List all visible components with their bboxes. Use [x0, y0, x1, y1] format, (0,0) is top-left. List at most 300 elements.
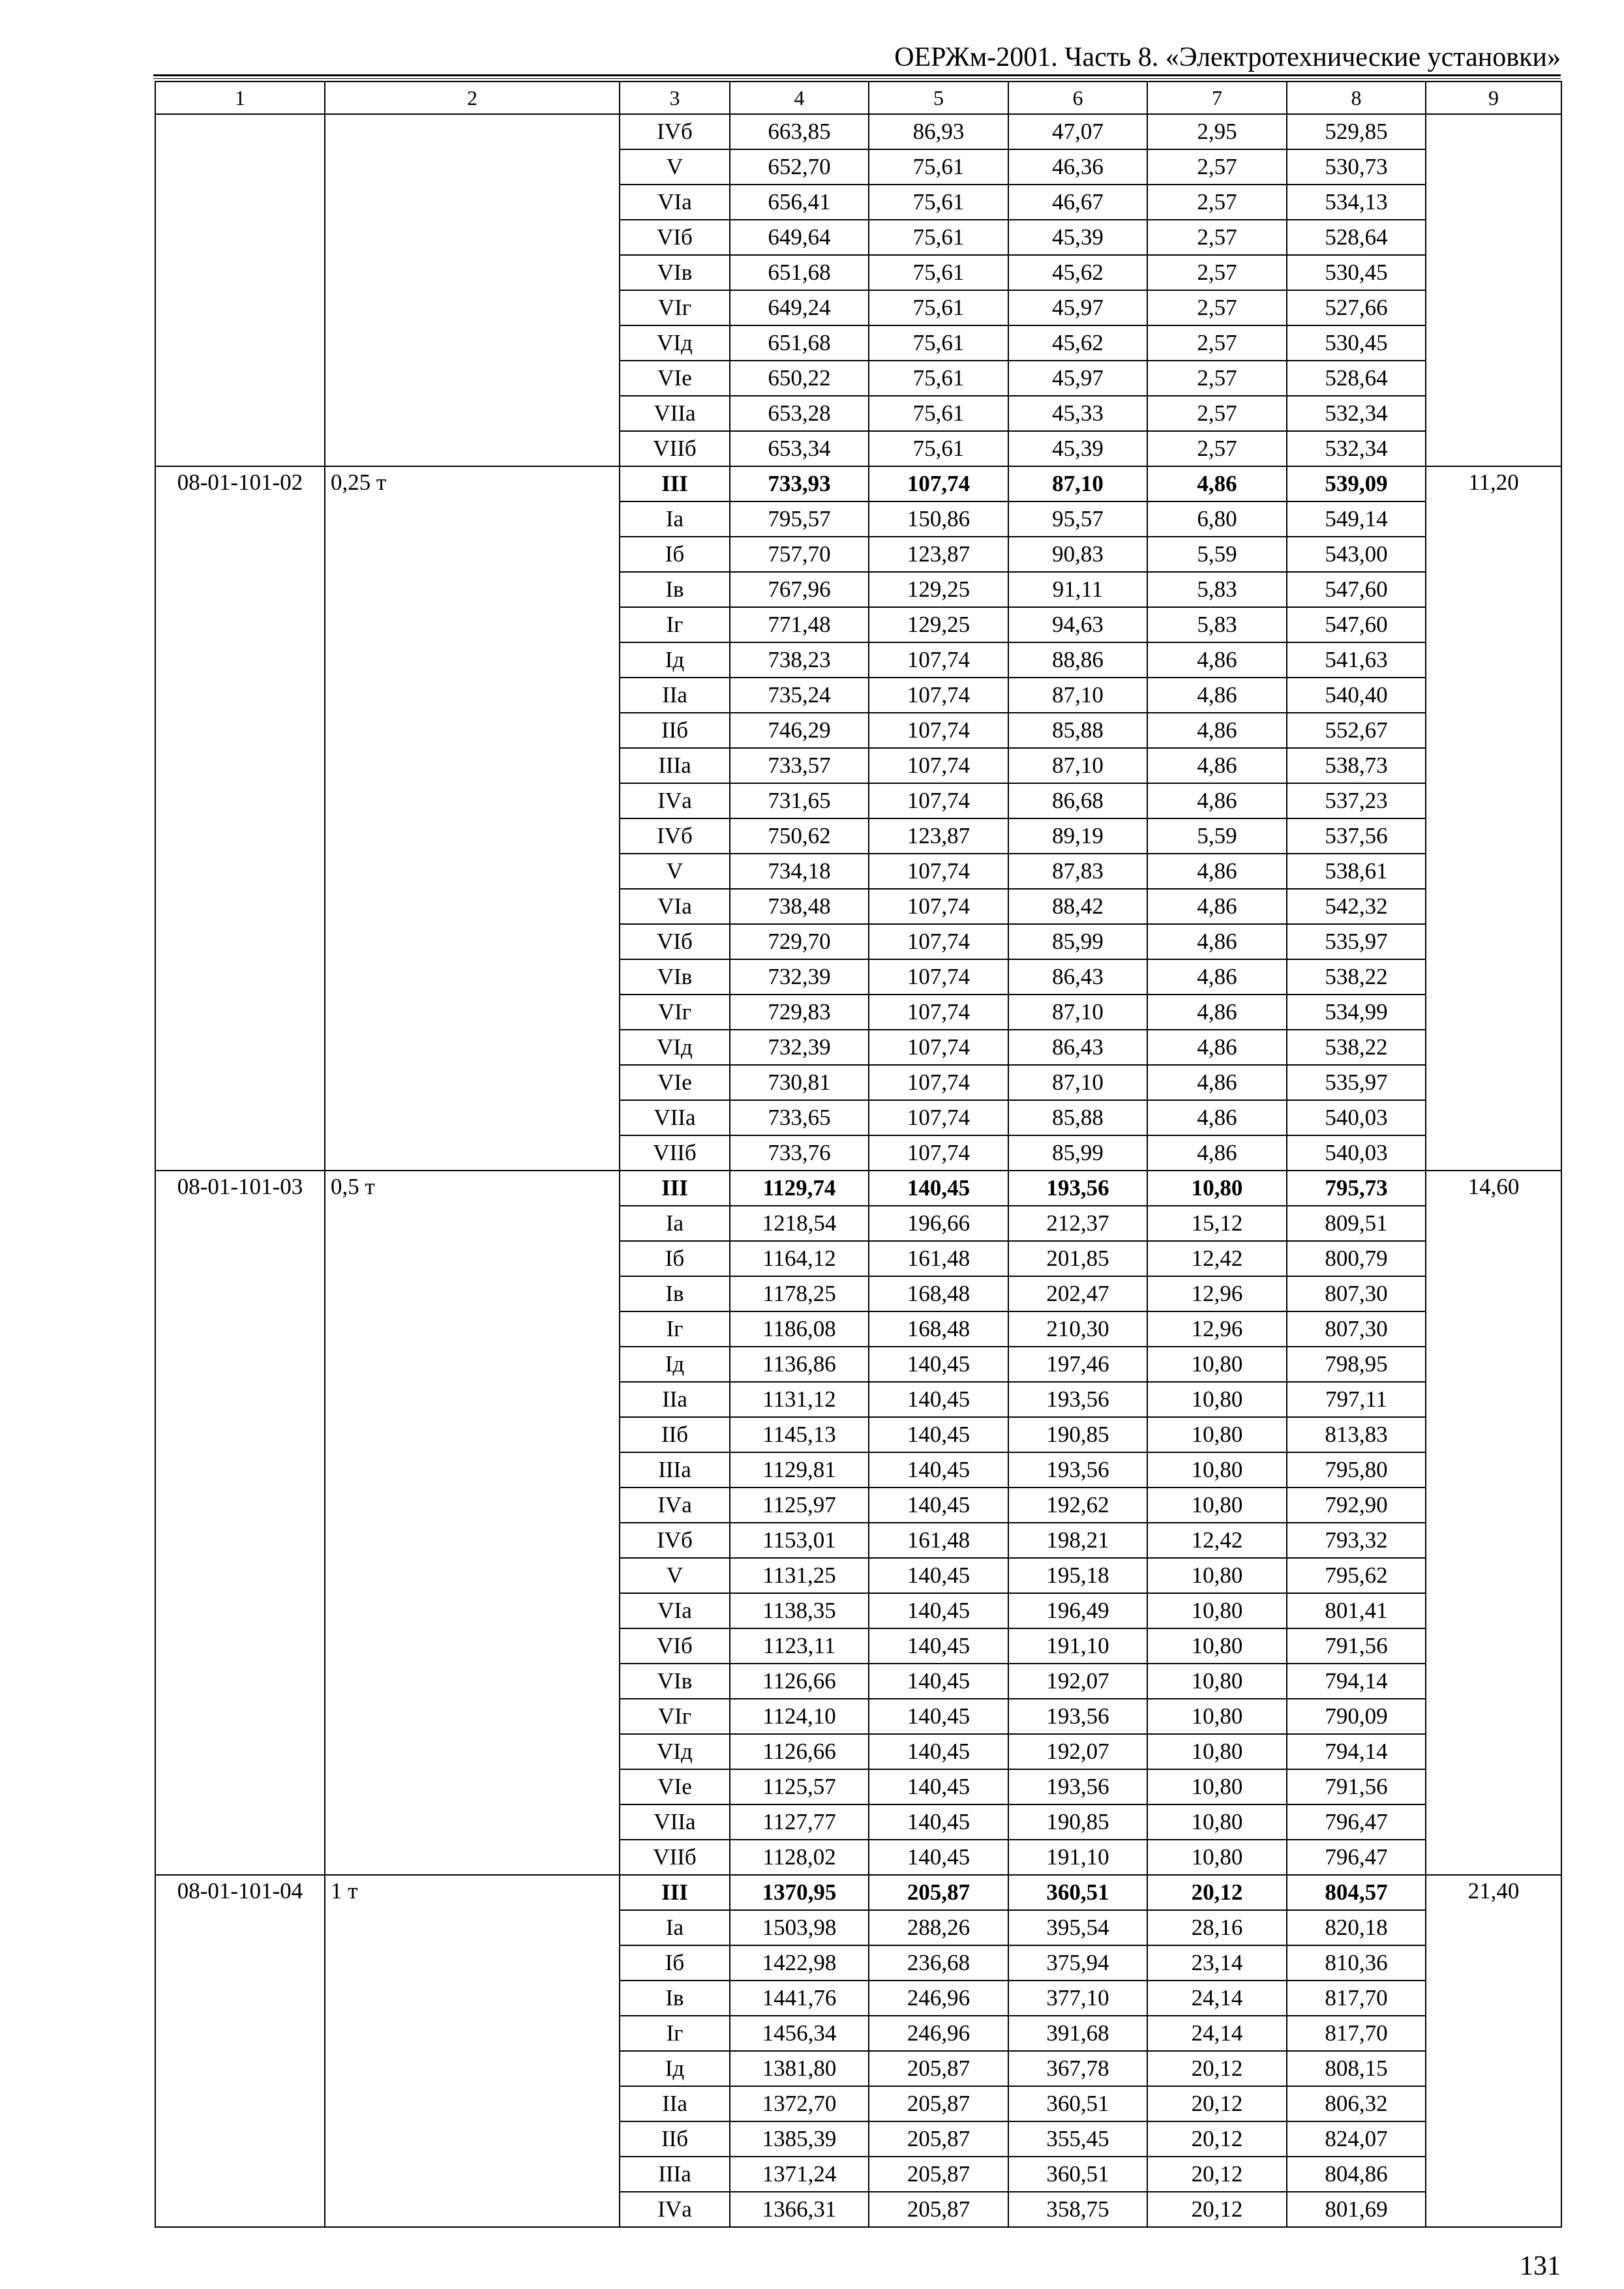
- cell-col4-total: 1126,66: [730, 1734, 869, 1769]
- cell-col7: 4,86: [1147, 1065, 1287, 1100]
- cell-col4-total: 1145,13: [730, 1417, 869, 1452]
- table-row: [155, 114, 1561, 149]
- cell-col5: 168,48: [869, 1311, 1008, 1347]
- cell-col5: 107,74: [869, 1135, 1008, 1171]
- cell-col8: 790,09: [1287, 1699, 1426, 1734]
- cell-col5: 75,61: [869, 149, 1008, 185]
- rate-code: 08-01-101-03: [155, 1171, 325, 1875]
- cell-col8: 547,60: [1287, 607, 1426, 642]
- column-number-4: 4: [730, 82, 869, 114]
- cell-col8: 532,34: [1287, 431, 1426, 466]
- cell-col5: 107,74: [869, 1065, 1008, 1100]
- cell-regime: Iа: [620, 1206, 730, 1241]
- cell-regime: IIа: [620, 678, 730, 713]
- cell-col6: 355,45: [1008, 2121, 1147, 2157]
- cell-col7: 20,12: [1147, 2121, 1287, 2157]
- cell-col7: 4,86: [1147, 959, 1287, 995]
- cell-col8: 820,18: [1287, 1910, 1426, 1945]
- cell-col7: 2,57: [1147, 149, 1287, 185]
- cell-col7: 4,86: [1147, 1030, 1287, 1065]
- cell-col6: 45,97: [1008, 361, 1147, 396]
- rate-name: 1 т: [325, 1875, 620, 2227]
- cell-col5: 140,45: [869, 1664, 1008, 1699]
- cell-col4-total: 650,22: [730, 361, 869, 396]
- cell-col7: 10,80: [1147, 1734, 1287, 1769]
- cell-regime: VIд: [620, 1030, 730, 1065]
- cell-col7: 4,86: [1147, 889, 1287, 924]
- cell-col8: 794,14: [1287, 1734, 1426, 1769]
- cell-col8: 801,69: [1287, 2192, 1426, 2227]
- cell-col6: 86,43: [1008, 959, 1147, 995]
- cell-col6: 88,86: [1008, 642, 1147, 678]
- cell-regime: VIа: [620, 1593, 730, 1628]
- cell-col4-total: 1371,24: [730, 2157, 869, 2192]
- cell-regime: Iб: [620, 1241, 730, 1276]
- cell-col4-total: 1366,31: [730, 2192, 869, 2227]
- cell-col7: 2,57: [1147, 255, 1287, 290]
- cell-col6: 87,10: [1008, 748, 1147, 783]
- cell-col4-total: 1441,76: [730, 1981, 869, 2016]
- rates-table: [155, 81, 1562, 2228]
- cell-regime: Iв: [620, 1276, 730, 1311]
- cell-col4-total: 729,83: [730, 995, 869, 1030]
- cell-col6: 85,99: [1008, 924, 1147, 959]
- cell-col7: 10,80: [1147, 1452, 1287, 1488]
- cell-col8: 793,32: [1287, 1523, 1426, 1558]
- cell-col5: 107,74: [869, 748, 1008, 783]
- column-number-1: 1: [155, 82, 325, 114]
- cell-col5: 205,87: [869, 1875, 1008, 1910]
- cell-col6: 47,07: [1008, 114, 1147, 149]
- cell-col6: 201,85: [1008, 1241, 1147, 1276]
- cell-col7: 10,80: [1147, 1840, 1287, 1875]
- cell-col8: 549,14: [1287, 501, 1426, 537]
- cell-col7: 4,86: [1147, 1100, 1287, 1135]
- cell-regime: VIIа: [620, 1100, 730, 1135]
- cell-col6: 87,10: [1008, 1065, 1147, 1100]
- cell-col7: 4,86: [1147, 642, 1287, 678]
- cell-regime: III: [620, 466, 730, 501]
- cell-col7: 20,12: [1147, 2157, 1287, 2192]
- cell-col8: 810,36: [1287, 1945, 1426, 1981]
- cell-col4-total: 735,24: [730, 678, 869, 713]
- cell-col6: 95,57: [1008, 501, 1147, 537]
- cell-col6: 212,37: [1008, 1206, 1147, 1241]
- cell-col8: 530,73: [1287, 149, 1426, 185]
- cell-col5: 107,74: [869, 959, 1008, 995]
- cell-col4-total: 1125,57: [730, 1769, 869, 1804]
- cell-col8: 532,34: [1287, 396, 1426, 431]
- cell-regime: VIIб: [620, 1135, 730, 1171]
- cell-regime: IIIа: [620, 1452, 730, 1488]
- rate-col9: [1426, 114, 1561, 466]
- cell-col6: 89,19: [1008, 818, 1147, 854]
- cell-regime: IVа: [620, 2192, 730, 2227]
- cell-col5: 75,61: [869, 325, 1008, 361]
- rate-name: 0,5 т: [325, 1171, 620, 1875]
- cell-col4-total: 652,70: [730, 149, 869, 185]
- cell-col5: 75,61: [869, 185, 1008, 220]
- cell-col5: 123,87: [869, 818, 1008, 854]
- cell-col7: 20,12: [1147, 2086, 1287, 2121]
- cell-regime: Iг: [620, 1311, 730, 1347]
- column-number-2: 2: [325, 82, 620, 114]
- cell-col6: 94,63: [1008, 607, 1147, 642]
- cell-regime: Iд: [620, 2051, 730, 2086]
- cell-col4-total: 738,23: [730, 642, 869, 678]
- page-header: ОЕРЖм-2001. Часть 8. «Электротехнические установки»: [894, 42, 1561, 72]
- cell-regime: III: [620, 1875, 730, 1910]
- cell-col4-total: 653,28: [730, 396, 869, 431]
- cell-col8: 798,95: [1287, 1347, 1426, 1382]
- cell-col4-total: 771,48: [730, 607, 869, 642]
- cell-col6: 360,51: [1008, 2086, 1147, 2121]
- cell-col6: 197,46: [1008, 1347, 1147, 1382]
- cell-col4-total: 1370,95: [730, 1875, 869, 1910]
- cell-col7: 12,42: [1147, 1241, 1287, 1276]
- cell-col4-total: 1125,97: [730, 1488, 869, 1523]
- cell-col5: 107,74: [869, 783, 1008, 818]
- cell-regime: V: [620, 854, 730, 889]
- cell-col5: 86,93: [869, 114, 1008, 149]
- rate-col9: 14,60: [1426, 1171, 1561, 1875]
- cell-col4-total: 1456,34: [730, 2016, 869, 2051]
- cell-col6: 360,51: [1008, 1875, 1147, 1910]
- table-row: [155, 1171, 1561, 1206]
- cell-regime: VIв: [620, 255, 730, 290]
- cell-regime: IIIа: [620, 748, 730, 783]
- cell-col4-total: 1385,39: [730, 2121, 869, 2157]
- cell-col7: 10,80: [1147, 1628, 1287, 1664]
- cell-col8: 552,67: [1287, 713, 1426, 748]
- cell-col4-total: 732,39: [730, 959, 869, 995]
- cell-col7: 2,57: [1147, 325, 1287, 361]
- cell-col8: 537,23: [1287, 783, 1426, 818]
- cell-col4-total: 1153,01: [730, 1523, 869, 1558]
- cell-col7: 5,83: [1147, 607, 1287, 642]
- cell-col5: 107,74: [869, 466, 1008, 501]
- cell-col5: 75,61: [869, 255, 1008, 290]
- cell-col8: 538,22: [1287, 1030, 1426, 1065]
- cell-col6: 191,10: [1008, 1840, 1147, 1875]
- cell-col8: 540,03: [1287, 1135, 1426, 1171]
- cell-col5: 75,61: [869, 431, 1008, 466]
- cell-col6: 395,54: [1008, 1910, 1147, 1945]
- cell-regime: IVб: [620, 114, 730, 149]
- cell-regime: Iд: [620, 1347, 730, 1382]
- cell-col8: 540,40: [1287, 678, 1426, 713]
- cell-col7: 2,57: [1147, 361, 1287, 396]
- cell-regime: IIб: [620, 2121, 730, 2157]
- cell-col6: 91,11: [1008, 572, 1147, 607]
- table-row: [155, 466, 1561, 501]
- cell-col5: 196,66: [869, 1206, 1008, 1241]
- cell-col6: 190,85: [1008, 1804, 1147, 1840]
- cell-col6: 391,68: [1008, 2016, 1147, 2051]
- cell-col7: 5,59: [1147, 537, 1287, 572]
- cell-col8: 543,00: [1287, 537, 1426, 572]
- cell-col6: 45,33: [1008, 396, 1147, 431]
- cell-col6: 45,39: [1008, 220, 1147, 255]
- cell-col8: 806,32: [1287, 2086, 1426, 2121]
- cell-col6: 375,94: [1008, 1945, 1147, 1981]
- cell-col5: 140,45: [869, 1593, 1008, 1628]
- cell-col4-total: 1164,12: [730, 1241, 869, 1276]
- cell-col4-total: 746,29: [730, 713, 869, 748]
- cell-col7: 4,86: [1147, 1135, 1287, 1171]
- cell-col5: 140,45: [869, 1804, 1008, 1840]
- cell-col7: 5,83: [1147, 572, 1287, 607]
- cell-col4-total: 1186,08: [730, 1311, 869, 1347]
- cell-col8: 528,64: [1287, 361, 1426, 396]
- cell-col7: 10,80: [1147, 1488, 1287, 1523]
- cell-regime: VIг: [620, 290, 730, 325]
- cell-regime: IIб: [620, 713, 730, 748]
- cell-col4-total: 1131,25: [730, 1558, 869, 1593]
- cell-regime: Iв: [620, 572, 730, 607]
- cell-col5: 246,96: [869, 2016, 1008, 2051]
- cell-col6: 86,68: [1008, 783, 1147, 818]
- cell-col7: 6,80: [1147, 501, 1287, 537]
- cell-col5: 107,74: [869, 642, 1008, 678]
- cell-col5: 140,45: [869, 1769, 1008, 1804]
- cell-col7: 4,86: [1147, 713, 1287, 748]
- cell-col8: 792,90: [1287, 1488, 1426, 1523]
- cell-col4-total: 1138,35: [730, 1593, 869, 1628]
- cell-col8: 794,14: [1287, 1664, 1426, 1699]
- cell-col6: 190,85: [1008, 1417, 1147, 1452]
- cell-col8: 791,56: [1287, 1769, 1426, 1804]
- cell-col8: 795,80: [1287, 1452, 1426, 1488]
- cell-col7: 2,57: [1147, 185, 1287, 220]
- cell-col7: 4,86: [1147, 466, 1287, 501]
- cell-col8: 538,61: [1287, 854, 1426, 889]
- cell-col5: 140,45: [869, 1382, 1008, 1417]
- cell-col7: 2,57: [1147, 290, 1287, 325]
- table-body: [155, 82, 1561, 2227]
- cell-col4-total: 649,64: [730, 220, 869, 255]
- cell-col6: 45,62: [1008, 255, 1147, 290]
- cell-col5: 107,74: [869, 924, 1008, 959]
- cell-col5: 140,45: [869, 1699, 1008, 1734]
- cell-col8: 530,45: [1287, 255, 1426, 290]
- cell-col4-total: 738,48: [730, 889, 869, 924]
- cell-col7: 10,80: [1147, 1769, 1287, 1804]
- cell-col5: 140,45: [869, 1171, 1008, 1206]
- cell-col6: 45,39: [1008, 431, 1147, 466]
- cell-col5: 236,68: [869, 1945, 1008, 1981]
- cell-col8: 808,15: [1287, 2051, 1426, 2086]
- column-number-row: [155, 82, 1561, 114]
- column-number-3: 3: [620, 82, 730, 114]
- cell-regime: VIIа: [620, 396, 730, 431]
- cell-col8: 534,99: [1287, 995, 1426, 1030]
- cell-col8: 538,22: [1287, 959, 1426, 995]
- cell-col8: 541,63: [1287, 642, 1426, 678]
- rate-code: [155, 114, 325, 466]
- cell-regime: Iб: [620, 537, 730, 572]
- cell-regime: IVб: [620, 818, 730, 854]
- cell-col5: 140,45: [869, 1734, 1008, 1769]
- cell-regime: VIд: [620, 325, 730, 361]
- cell-col5: 140,45: [869, 1417, 1008, 1452]
- cell-col6: 86,43: [1008, 1030, 1147, 1065]
- cell-col7: 10,80: [1147, 1382, 1287, 1417]
- cell-col8: 813,83: [1287, 1417, 1426, 1452]
- cell-col4-total: 733,65: [730, 1100, 869, 1135]
- cell-col7: 4,86: [1147, 678, 1287, 713]
- cell-col4-total: 750,62: [730, 818, 869, 854]
- cell-col5: 107,74: [869, 889, 1008, 924]
- cell-col5: 161,48: [869, 1241, 1008, 1276]
- cell-col4-total: 1124,10: [730, 1699, 869, 1734]
- cell-col5: 75,61: [869, 396, 1008, 431]
- cell-regime: VIе: [620, 361, 730, 396]
- cell-col4-total: 1422,98: [730, 1945, 869, 1981]
- cell-col5: 107,74: [869, 1100, 1008, 1135]
- cell-col4-total: 663,85: [730, 114, 869, 149]
- cell-col8: 801,41: [1287, 1593, 1426, 1628]
- cell-col7: 10,80: [1147, 1593, 1287, 1628]
- cell-col4-total: 733,93: [730, 466, 869, 501]
- cell-col5: 107,74: [869, 713, 1008, 748]
- cell-col8: 537,56: [1287, 818, 1426, 854]
- cell-col6: 85,99: [1008, 1135, 1147, 1171]
- cell-col4-total: 1131,12: [730, 1382, 869, 1417]
- cell-col4-total: 1128,02: [730, 1840, 869, 1875]
- cell-col6: 87,10: [1008, 678, 1147, 713]
- cell-col6: 85,88: [1008, 713, 1147, 748]
- cell-col6: 87,83: [1008, 854, 1147, 889]
- cell-col6: 85,88: [1008, 1100, 1147, 1135]
- cell-col6: 87,10: [1008, 466, 1147, 501]
- cell-col5: 129,25: [869, 607, 1008, 642]
- cell-regime: V: [620, 149, 730, 185]
- cell-col7: 2,57: [1147, 396, 1287, 431]
- cell-col6: 191,10: [1008, 1628, 1147, 1664]
- cell-col4-total: 1178,25: [730, 1276, 869, 1311]
- cell-col8: 817,70: [1287, 1981, 1426, 2016]
- cell-col5: 150,86: [869, 501, 1008, 537]
- rate-col9: 11,20: [1426, 466, 1561, 1171]
- cell-regime: VIб: [620, 924, 730, 959]
- cell-col8: 539,09: [1287, 466, 1426, 501]
- cell-col8: 535,97: [1287, 924, 1426, 959]
- cell-col8: 807,30: [1287, 1276, 1426, 1311]
- cell-col5: 140,45: [869, 1347, 1008, 1382]
- cell-col5: 161,48: [869, 1523, 1008, 1558]
- cell-col6: 377,10: [1008, 1981, 1147, 2016]
- cell-col8: 795,62: [1287, 1558, 1426, 1593]
- cell-regime: VIб: [620, 220, 730, 255]
- cell-regime: VIв: [620, 959, 730, 995]
- cell-regime: Iа: [620, 1910, 730, 1945]
- cell-col6: 88,42: [1008, 889, 1147, 924]
- cell-col4-total: 651,68: [730, 325, 869, 361]
- cell-col7: 4,86: [1147, 924, 1287, 959]
- cell-regime: IVа: [620, 1488, 730, 1523]
- cell-col6: 210,30: [1008, 1311, 1147, 1347]
- cell-col6: 360,51: [1008, 2157, 1147, 2192]
- cell-regime: V: [620, 1558, 730, 1593]
- cell-col4-total: 1129,81: [730, 1452, 869, 1488]
- cell-col7: 24,14: [1147, 1981, 1287, 2016]
- rate-col9: 21,40: [1426, 1875, 1561, 2227]
- cell-col7: 10,80: [1147, 1664, 1287, 1699]
- cell-col5: 168,48: [869, 1276, 1008, 1311]
- cell-col4-total: 1129,74: [730, 1171, 869, 1206]
- cell-col8: 528,64: [1287, 220, 1426, 255]
- cell-col7: 10,80: [1147, 1699, 1287, 1734]
- cell-col5: 205,87: [869, 2051, 1008, 2086]
- cell-col4-total: 1503,98: [730, 1910, 869, 1945]
- cell-col5: 288,26: [869, 1910, 1008, 1945]
- cell-col5: 75,61: [869, 361, 1008, 396]
- cell-col5: 140,45: [869, 1840, 1008, 1875]
- cell-col5: 129,25: [869, 572, 1008, 607]
- cell-col8: 796,47: [1287, 1804, 1426, 1840]
- cell-regime: Iд: [620, 642, 730, 678]
- cell-col6: 358,75: [1008, 2192, 1147, 2227]
- cell-regime: VIд: [620, 1734, 730, 1769]
- rate-name: [325, 114, 620, 466]
- cell-col7: 15,12: [1147, 1206, 1287, 1241]
- cell-regime: VIа: [620, 185, 730, 220]
- cell-col7: 20,12: [1147, 2192, 1287, 2227]
- cell-regime: VIа: [620, 889, 730, 924]
- cell-col7: 10,80: [1147, 1347, 1287, 1382]
- column-number-7: 7: [1147, 82, 1287, 114]
- cell-col7: 4,86: [1147, 748, 1287, 783]
- cell-col5: 205,87: [869, 2121, 1008, 2157]
- column-number-9: 9: [1426, 82, 1561, 114]
- cell-col4-total: 731,65: [730, 783, 869, 818]
- cell-col4-total: 649,24: [730, 290, 869, 325]
- cell-col6: 87,10: [1008, 995, 1147, 1030]
- cell-col6: 193,56: [1008, 1769, 1147, 1804]
- cell-col7: 10,80: [1147, 1171, 1287, 1206]
- cell-regime: VIIб: [620, 431, 730, 466]
- cell-col5: 107,74: [869, 678, 1008, 713]
- cell-col4-total: 734,18: [730, 854, 869, 889]
- cell-col8: 797,11: [1287, 1382, 1426, 1417]
- cell-col6: 198,21: [1008, 1523, 1147, 1558]
- cell-col6: 192,07: [1008, 1664, 1147, 1699]
- cell-col6: 45,97: [1008, 290, 1147, 325]
- cell-col4-total: 1381,80: [730, 2051, 869, 2086]
- cell-col5: 246,96: [869, 1981, 1008, 2016]
- cell-regime: VIг: [620, 995, 730, 1030]
- cell-regime: III: [620, 1171, 730, 1206]
- column-number-5: 5: [869, 82, 1008, 114]
- cell-col7: 5,59: [1147, 818, 1287, 854]
- cell-col4-total: 767,96: [730, 572, 869, 607]
- cell-col6: 202,47: [1008, 1276, 1147, 1311]
- cell-col6: 90,83: [1008, 537, 1147, 572]
- cell-col4-total: 1218,54: [730, 1206, 869, 1241]
- cell-col7: 10,80: [1147, 1558, 1287, 1593]
- cell-regime: IVа: [620, 783, 730, 818]
- cell-col6: 192,07: [1008, 1734, 1147, 1769]
- cell-col7: 4,86: [1147, 854, 1287, 889]
- cell-regime: IIIа: [620, 2157, 730, 2192]
- cell-col6: 193,56: [1008, 1452, 1147, 1488]
- cell-col8: 527,66: [1287, 290, 1426, 325]
- cell-col5: 107,74: [869, 854, 1008, 889]
- cell-col7: 12,42: [1147, 1523, 1287, 1558]
- cell-col7: 24,14: [1147, 2016, 1287, 2051]
- cell-col5: 205,87: [869, 2157, 1008, 2192]
